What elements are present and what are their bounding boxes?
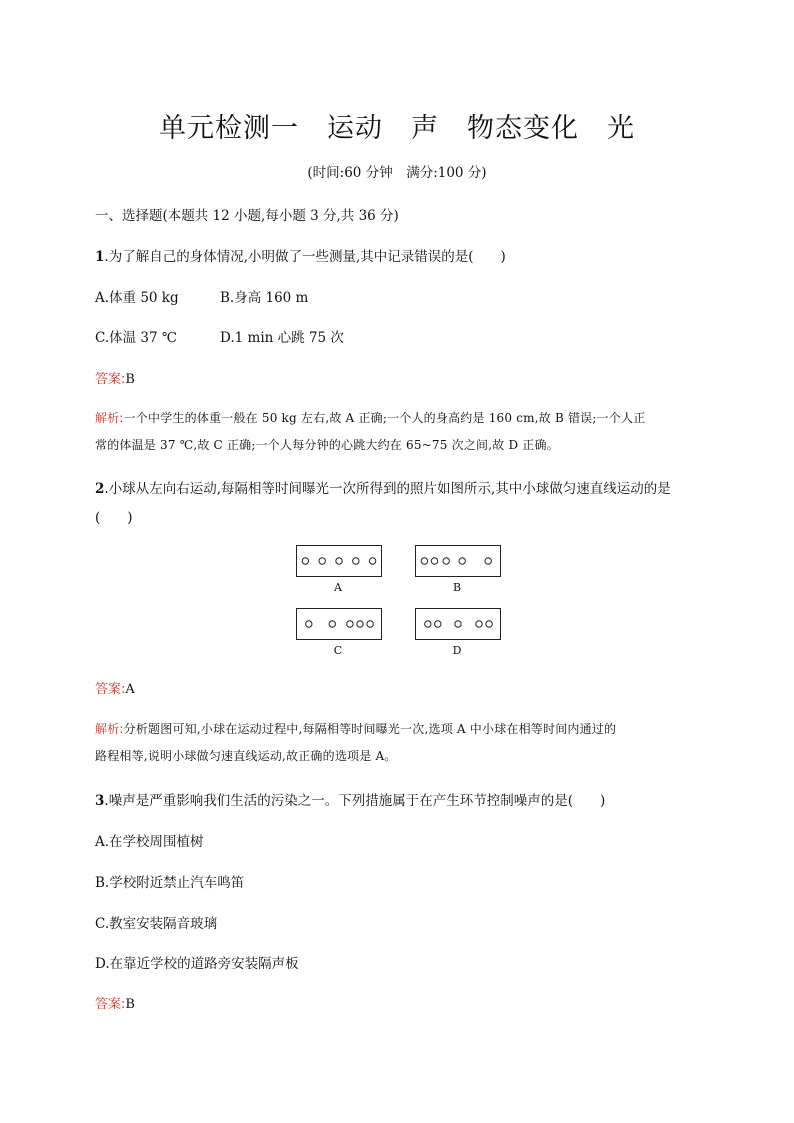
- explanation-text: 一个中学生的体重一般在 50 kg 左右,故 A 正确;一个人的身高约是 160 cm,故 B 错误;一个人正: [123, 411, 646, 425]
- photo-label: D: [452, 644, 462, 657]
- question-number: 2: [95, 481, 105, 497]
- ball: [459, 558, 465, 564]
- explanation-label: 解析:: [95, 722, 124, 736]
- question-3-stem: [95, 789, 605, 809]
- answer-label: 答案:: [95, 682, 126, 697]
- ball-positions: [297, 546, 381, 576]
- ball: [431, 558, 437, 564]
- ball: [455, 621, 461, 627]
- photo-label: C: [333, 644, 343, 657]
- photo-c: [296, 608, 382, 640]
- option-b: B.学校附近禁止汽车鸣笛: [95, 875, 245, 891]
- question-number: 1: [95, 249, 105, 265]
- answer-value: B: [125, 997, 135, 1012]
- option-c: C.教室安装隔音玻璃: [95, 916, 218, 932]
- question-1-stem: [95, 245, 506, 265]
- section-heading: 一、选择题(本题共 12 小题,每小题 3 分,共 36 分): [95, 208, 399, 224]
- option-b: B.身高 160 m: [220, 290, 309, 306]
- answer: [95, 678, 135, 697]
- option-a: A.在学校周围植树: [95, 834, 204, 850]
- question-2-stem: [95, 477, 671, 497]
- page-title: 单元检测一 运动 声 物态变化 光: [159, 113, 635, 144]
- ball: [435, 621, 441, 627]
- photo-a: [296, 545, 382, 577]
- ball: [353, 558, 359, 564]
- explanation-text: 分析题图可知,小球在运动过程中,每隔相等时间曝光一次,选项 A 中小球在相等时间内通过的: [123, 722, 617, 736]
- ball: [357, 621, 363, 627]
- ball: [476, 621, 482, 627]
- answer-label: 答案:: [95, 997, 126, 1012]
- answer: [95, 368, 135, 387]
- answer-label: 答案:: [95, 372, 126, 387]
- option-a: A.体重 50 kg: [95, 290, 179, 306]
- option-d: D.在靠近学校的道路旁安装隔声板: [95, 956, 299, 972]
- ball: [421, 558, 427, 564]
- photo-label: B: [452, 581, 462, 594]
- answer: [95, 993, 135, 1012]
- ball-positions: [416, 609, 500, 639]
- ball: [367, 621, 373, 627]
- ball: [302, 558, 308, 564]
- explanation-line: 常的体温是 37 ℃,故 C 正确;一个人每分钟的心跳大约在 65~75 次之间,故 D 正确。: [95, 438, 559, 452]
- explanation-line: [95, 409, 645, 426]
- ball: [329, 621, 335, 627]
- question-text: .噪声是严重影响我们生活的污染之一。下列措施属于在产生环节控制噪声的是( ): [104, 793, 606, 809]
- question-text: .小球从左向右运动,每隔相等时间曝光一次所得到的照片如图所示,其中小球做匀速直线运动的是: [104, 481, 671, 497]
- question-2-stem-cont: ( ): [95, 510, 133, 526]
- ball: [319, 558, 325, 564]
- photo-label: A: [334, 581, 342, 594]
- explanation-line: 路程相等,说明小球做匀速直线运动,故正确的选项是 A。: [95, 749, 397, 763]
- option-c: C.体温 37 ℃: [95, 330, 178, 346]
- explanation-label: 解析:: [95, 411, 124, 425]
- ball: [336, 558, 342, 564]
- ball-positions: [297, 609, 381, 639]
- ball: [306, 621, 312, 627]
- ball: [485, 558, 491, 564]
- explanation-line: [95, 720, 616, 737]
- option-d: D.1 min 心跳 75 次: [220, 330, 344, 346]
- photo-d: [415, 608, 501, 640]
- ball: [425, 621, 431, 627]
- ball: [347, 621, 353, 627]
- exam-info: (时间:60 分钟 满分:100 分): [307, 165, 487, 181]
- ball-positions: [416, 546, 500, 576]
- ball: [486, 621, 492, 627]
- question-text: .为了解自己的身体情况,小明做了一些测量,其中记录错误的是( ): [104, 249, 506, 265]
- question-number: 3: [95, 793, 105, 809]
- photo-b: [415, 545, 501, 577]
- answer-value: A: [125, 682, 135, 697]
- ball: [443, 558, 449, 564]
- answer-value: B: [125, 372, 135, 387]
- ball: [369, 558, 375, 564]
